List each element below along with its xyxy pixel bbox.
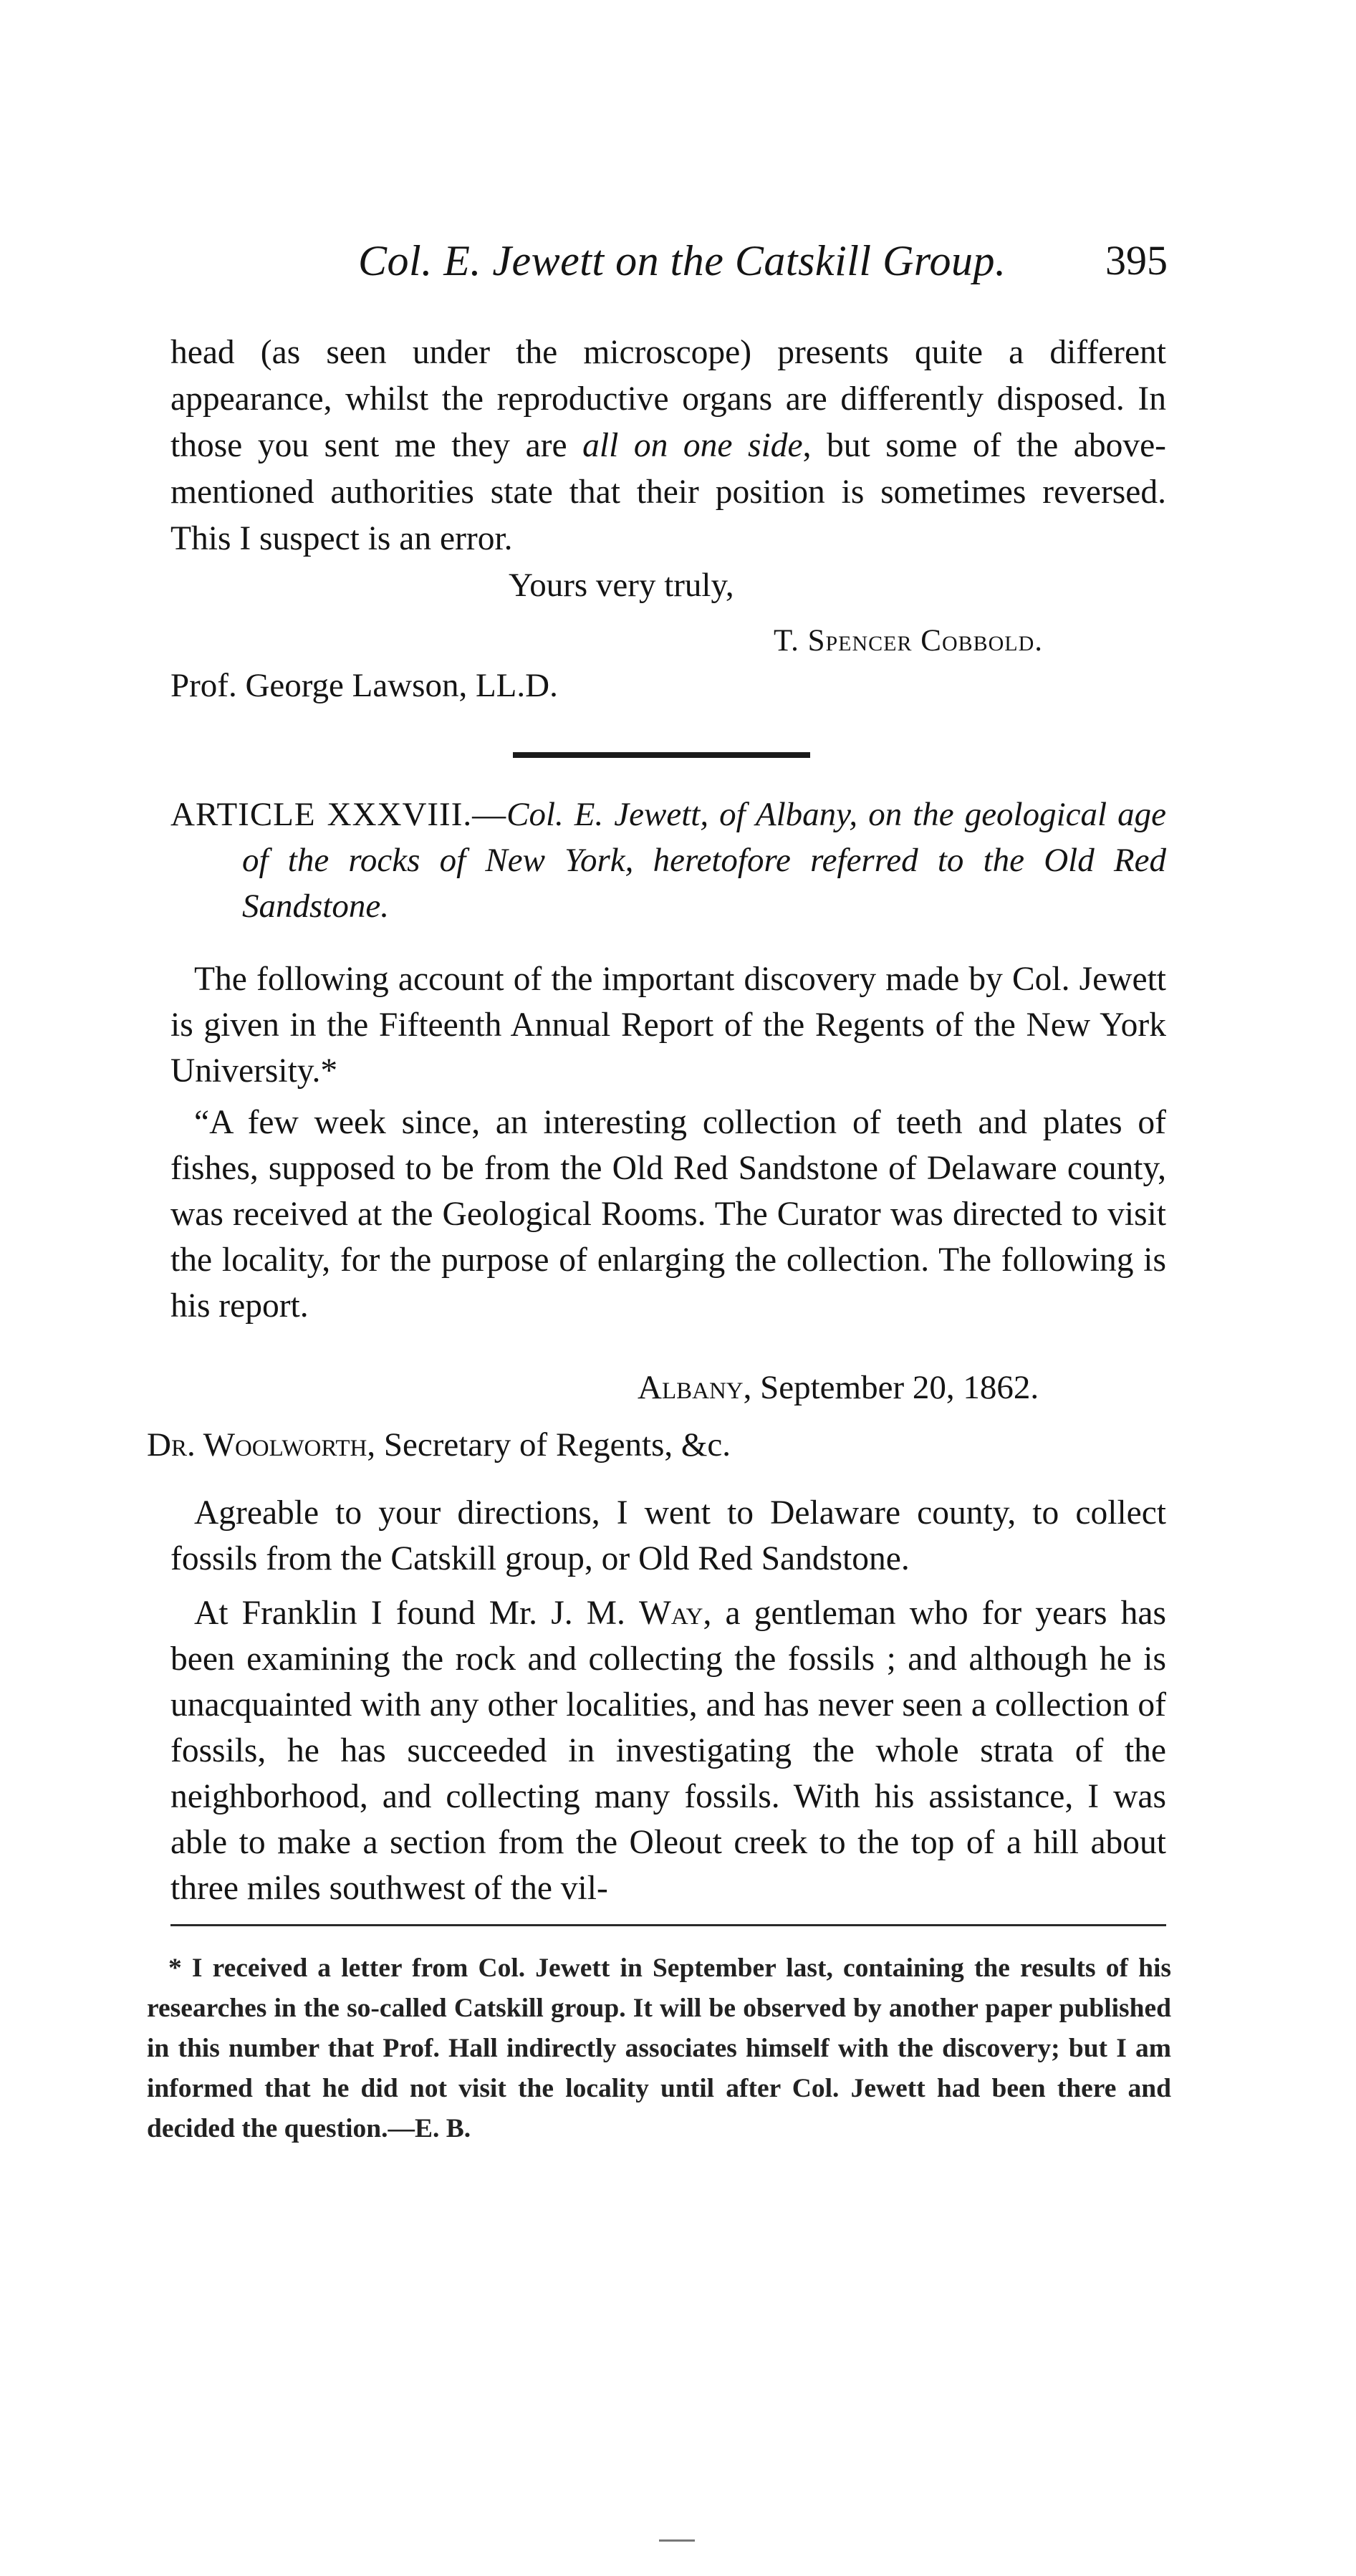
paragraph-agreeable: Agreable to your directions, I went to Delaware county, to collect fossils from the Catskill group, or Old Red Sandstone. [170, 1494, 1166, 1577]
article-label: ARTICLE XXXVIII.— [170, 796, 507, 833]
paragraph-quote: “A few week since, an interesting collection of teeth and plates of fishes, supposed to be from the Old Red Sandstone of Delaware county, was received at the Geological Rooms. The Curator was directed to visit the locality, for the purpose of enlarging the collection. The following is his report. [170, 1104, 1166, 1325]
dateline [638, 1368, 1039, 1407]
salutation-rest: , Secretary of Regents, &c. [367, 1426, 731, 1464]
page-header [358, 236, 1168, 301]
continuation-text-2: , but some of the above-mentioned authorities state that their position is sometimes reversed. This I suspect is an error. [170, 427, 1166, 557]
dateline-date: , September 20, 1862. [743, 1369, 1039, 1406]
continuation-emphasis: all on one side [582, 427, 803, 464]
paragraph-franklin [170, 1590, 1166, 1911]
franklin-text-1: At Franklin I found Mr. J. M. [194, 1595, 640, 1632]
letter-addressee: Prof. George Lawson, LL.D. [170, 667, 558, 704]
footnote-rule [170, 1924, 1166, 1926]
footnote: * I received a letter from Col. Jewett in September last, containing the results of his researches in the so-called Catskill group. It will be observed by another paper published in this number that Prof. Hall indirectly associates himself with the discovery; but I am informed that he did not visit the locality until after Col. Jewett had been there and decided the question.—E. B. [147, 1953, 1171, 2143]
article-heading [170, 792, 1166, 929]
continuation-paragraph [170, 330, 1166, 562]
franklin-name: Way [639, 1595, 703, 1632]
franklin-text-2: , a gentleman who for years has been examining the rock and collecting the fossils ; and although he is unacquainted with any other localities, and has never seen a collection of fossils, he has succeeded in investigating the whole strata of the neighborhood, and collecting many fossils. With his assistance, I was able to make a section from the Oleout creek to the top of a hill about three miles southwest of the vil- [170, 1595, 1167, 1907]
letter-closing: Yours very truly, [509, 567, 734, 604]
paragraph-account: The following account of the important discovery made by Col. Jewett is given in the Fifteenth Annual Report of the Regents of the New York University.* [170, 961, 1166, 1090]
dateline-place: Albany [638, 1369, 744, 1406]
running-title: Col. E. Jewett on the Catskill Group. [358, 237, 1006, 284]
salutation [147, 1426, 731, 1464]
continuation-text-1: head (as seen under the microscope) presents quite a different appearance, whilst the reproductive organs are differently disposed. In those you sent me they are [170, 334, 1166, 464]
page-number: 395 [1105, 237, 1168, 284]
footer-mark [659, 2539, 695, 2542]
letter-signature: T. Spencer Cobbold. [774, 624, 1044, 658]
section-divider [513, 752, 810, 758]
salutation-name: Dr. Woolworth [147, 1426, 367, 1464]
article-title: Col. E. Jewett, of Albany, on the geological age of the rocks of New York, heretofore referred to the Old Red Sandstone. [242, 796, 1166, 925]
